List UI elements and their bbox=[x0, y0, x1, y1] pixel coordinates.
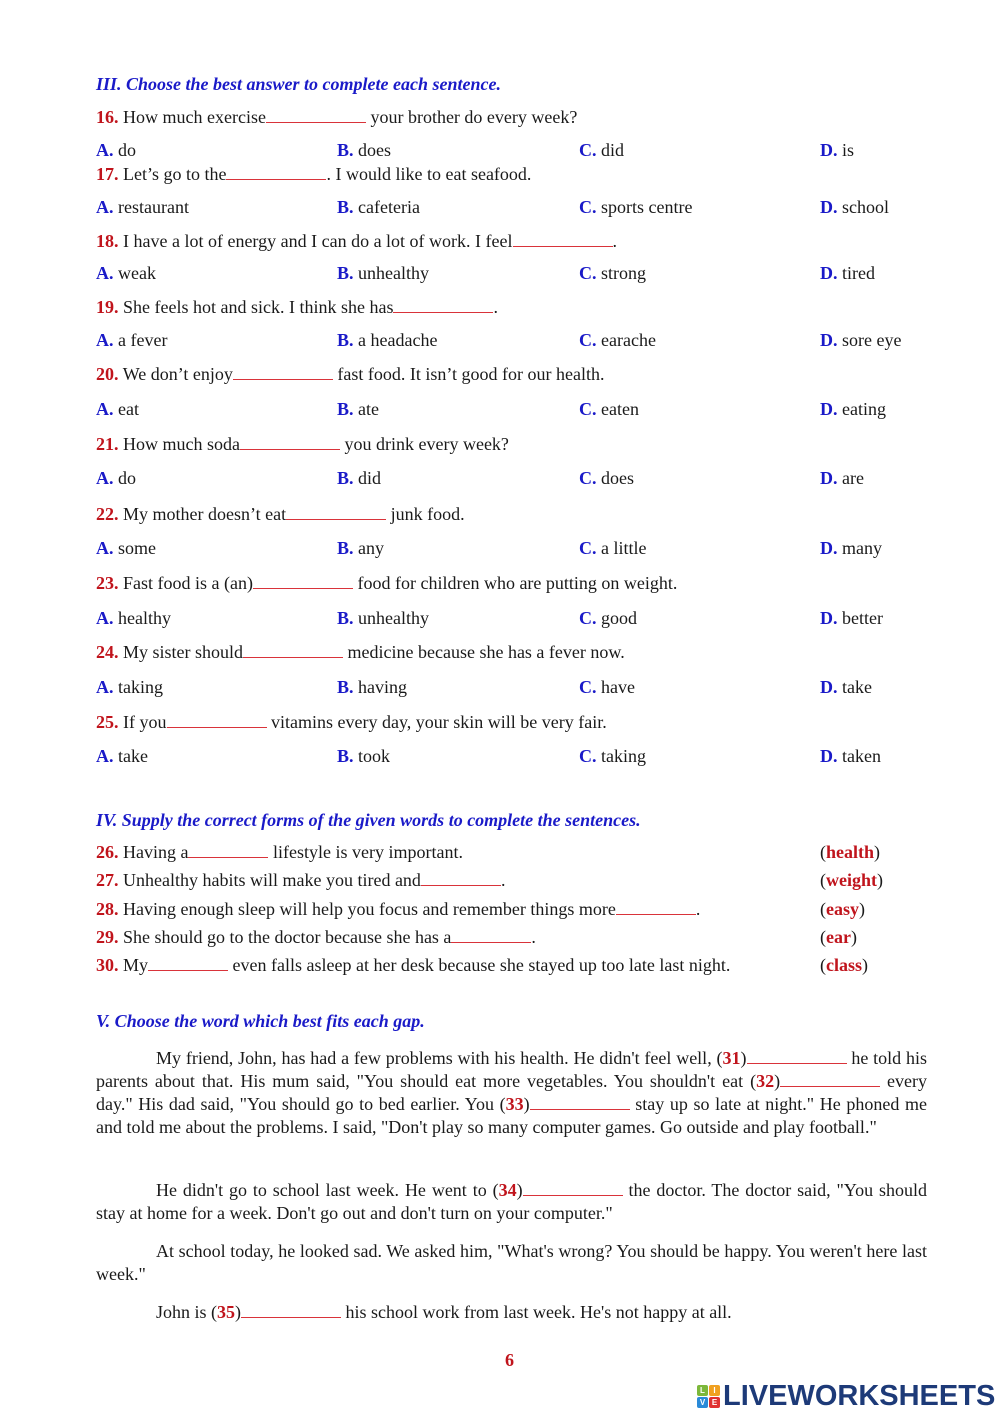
answer-blank[interactable] bbox=[253, 574, 353, 589]
option-text: a headache bbox=[358, 330, 438, 350]
answer-option[interactable] bbox=[96, 399, 139, 420]
option-letter: C. bbox=[579, 746, 597, 766]
question-number: 18. bbox=[96, 231, 119, 251]
option-letter: B. bbox=[337, 263, 354, 283]
gap-number: 31 bbox=[722, 1048, 741, 1068]
question-stem bbox=[96, 434, 509, 455]
option-letter: C. bbox=[579, 538, 597, 558]
option-letter: A. bbox=[96, 468, 114, 488]
option-letter: B. bbox=[337, 140, 354, 160]
answer-option[interactable] bbox=[579, 746, 646, 767]
option-letter: C. bbox=[579, 330, 597, 350]
option-text: eating bbox=[842, 399, 886, 419]
passage-paragraph bbox=[96, 1047, 927, 1139]
question-text-after: medicine because she has a fever now. bbox=[343, 642, 625, 662]
question-number: 28. bbox=[96, 899, 119, 919]
question-text-after: . bbox=[695, 899, 701, 919]
logo-text: LIVEWORKSHEETS bbox=[723, 1380, 996, 1412]
question-text-after: . bbox=[531, 927, 536, 947]
answer-blank[interactable] bbox=[167, 713, 267, 728]
question-text-before: We don’t enjoy bbox=[122, 364, 233, 384]
option-text: taking bbox=[601, 746, 646, 766]
gap: (32) bbox=[750, 1071, 880, 1091]
answer-blank[interactable] bbox=[451, 928, 531, 943]
question-stem bbox=[96, 642, 625, 663]
gap-blank[interactable] bbox=[780, 1072, 880, 1087]
section-3-heading: III. Choose the best answer to complete each sentence. bbox=[96, 74, 501, 94]
option-letter: D. bbox=[820, 608, 838, 628]
option-text: does bbox=[358, 140, 392, 160]
question-stem bbox=[96, 504, 465, 525]
question-number: 16. bbox=[96, 107, 119, 127]
option-text: did bbox=[358, 468, 382, 488]
question-number: 20. bbox=[96, 364, 119, 384]
option-text: does bbox=[601, 468, 634, 488]
logo-letter: E bbox=[709, 1397, 720, 1408]
passage-text: he told his parents about that. His mum said, "You should eat more vegetables. You shouldn't eat bbox=[96, 1048, 927, 1091]
option-letter: C. bbox=[579, 608, 597, 628]
question-text-before: My sister should bbox=[123, 642, 244, 662]
option-letter: A. bbox=[96, 330, 114, 350]
option-text: eat bbox=[118, 399, 139, 419]
question-number: 30. bbox=[96, 955, 119, 975]
given-word: (class) bbox=[820, 955, 868, 975]
answer-option[interactable] bbox=[820, 197, 889, 218]
option-letter: C. bbox=[579, 468, 597, 488]
gap: (31) bbox=[717, 1048, 847, 1068]
question-text-before: My bbox=[123, 955, 149, 975]
option-letter: C. bbox=[579, 197, 597, 217]
option-text: some bbox=[118, 538, 156, 558]
option-text: taken bbox=[842, 746, 881, 766]
option-text: school bbox=[842, 197, 889, 217]
question-text-before: Unhealthy habits will make you tired and bbox=[123, 870, 421, 890]
option-text: have bbox=[601, 677, 635, 697]
passage-paragraph bbox=[96, 1179, 927, 1225]
option-letter: B. bbox=[337, 608, 354, 628]
option-text: sports centre bbox=[601, 197, 693, 217]
option-letter: C. bbox=[579, 677, 597, 697]
question-number: 17. bbox=[96, 164, 119, 184]
option-text: cafeteria bbox=[358, 197, 420, 217]
word-form-item bbox=[96, 927, 536, 948]
question-stem bbox=[96, 712, 607, 733]
question-text-after: fast food. It isn’t good for our health. bbox=[332, 364, 605, 384]
option-text: a little bbox=[601, 538, 647, 558]
question-text-before: Having a bbox=[123, 842, 189, 862]
question-text-after: you drink every week? bbox=[339, 434, 509, 454]
question-text-before: How much exercise bbox=[123, 107, 266, 127]
question-text-after: . bbox=[500, 870, 506, 890]
answer-option[interactable] bbox=[96, 538, 156, 559]
answer-blank[interactable] bbox=[513, 232, 613, 247]
answer-option[interactable] bbox=[820, 677, 872, 698]
option-text: having bbox=[358, 677, 408, 697]
question-number: 27. bbox=[96, 870, 119, 890]
question-text-before: Fast food is a (an) bbox=[123, 573, 253, 593]
question-stem bbox=[96, 164, 531, 185]
option-letter: C. bbox=[579, 140, 597, 160]
question-text-after: . bbox=[612, 231, 618, 251]
answer-option[interactable] bbox=[820, 608, 883, 629]
answer-option[interactable] bbox=[337, 330, 437, 351]
given-word-text: ear bbox=[826, 927, 851, 947]
question-text-after: food for children who are putting on weight. bbox=[352, 573, 678, 593]
option-letter: A. bbox=[96, 197, 114, 217]
answer-option[interactable] bbox=[820, 538, 882, 559]
option-letter: A. bbox=[96, 263, 114, 283]
answer-option[interactable] bbox=[579, 608, 637, 629]
passage-text: My friend, John, has had a few problems with his health. He didn't feel well, bbox=[156, 1048, 717, 1068]
question-text-before: If you bbox=[123, 712, 167, 732]
option-letter: B. bbox=[337, 677, 354, 697]
option-text: taking bbox=[118, 677, 163, 697]
question-stem bbox=[96, 573, 677, 594]
answer-option[interactable] bbox=[820, 140, 854, 161]
question-number: 26. bbox=[96, 842, 119, 862]
answer-option[interactable] bbox=[96, 197, 189, 218]
question-stem bbox=[96, 364, 605, 385]
option-letter: B. bbox=[337, 330, 354, 350]
option-letter: A. bbox=[96, 746, 114, 766]
answer-option[interactable] bbox=[96, 746, 148, 767]
given-word: (easy) bbox=[820, 899, 865, 919]
option-letter: D. bbox=[820, 538, 838, 558]
answer-option[interactable] bbox=[579, 399, 639, 420]
section-5-heading: V. Choose the word which best fits each gap. bbox=[96, 1011, 425, 1031]
question-number: 29. bbox=[96, 927, 119, 947]
answer-option[interactable] bbox=[337, 263, 429, 284]
answer-option[interactable] bbox=[337, 538, 384, 559]
answer-option[interactable] bbox=[337, 140, 391, 161]
answer-option[interactable] bbox=[579, 468, 634, 489]
answer-blank[interactable] bbox=[286, 505, 386, 520]
question-number: 19. bbox=[96, 297, 119, 317]
answer-blank[interactable] bbox=[188, 843, 268, 858]
question-number: 23. bbox=[96, 573, 119, 593]
option-letter: A. bbox=[96, 399, 114, 419]
gap-number: 35 bbox=[217, 1302, 236, 1322]
answer-option[interactable] bbox=[96, 140, 136, 161]
logo-letter: I bbox=[709, 1385, 720, 1396]
answer-option[interactable] bbox=[337, 746, 390, 767]
question-text-before: She should go to the doctor because she has a bbox=[123, 927, 452, 947]
gap-blank[interactable] bbox=[523, 1181, 623, 1196]
option-letter: D. bbox=[820, 677, 838, 697]
passage-text: his school work from last week. He's not happy at all. bbox=[341, 1302, 732, 1322]
question-text-before: How much soda bbox=[123, 434, 240, 454]
section-4-heading: IV. Supply the correct forms of the given words to complete the sentences. bbox=[96, 810, 641, 830]
question-text-before: My mother doesn’t eat bbox=[123, 504, 287, 524]
answer-option[interactable] bbox=[337, 608, 429, 629]
option-text: earache bbox=[601, 330, 656, 350]
page-number: 6 bbox=[505, 1350, 514, 1370]
passage-text: every day." His dad said, "You should go to bed earlier. You bbox=[96, 1071, 927, 1114]
option-text: do bbox=[118, 140, 136, 160]
word-form-item bbox=[96, 899, 700, 920]
option-text: take bbox=[842, 677, 872, 697]
gap-blank[interactable] bbox=[747, 1049, 847, 1064]
question-text-after: . I would like to eat seafood. bbox=[326, 164, 532, 184]
question-text-after: lifestyle is very important. bbox=[268, 842, 463, 862]
option-letter: D. bbox=[820, 263, 838, 283]
answer-option[interactable] bbox=[96, 263, 156, 284]
answer-blank[interactable] bbox=[240, 435, 340, 450]
word-form-item bbox=[96, 842, 463, 863]
option-text: eaten bbox=[601, 399, 639, 419]
given-word: (weight) bbox=[820, 870, 883, 890]
option-letter: D. bbox=[820, 399, 838, 419]
answer-option[interactable] bbox=[96, 677, 163, 698]
question-text-before: I have a lot of energy and I can do a lot of work. I feel bbox=[123, 231, 513, 251]
option-text: did bbox=[601, 140, 625, 160]
passage-text: stay up so late at night." He phoned me and told me about the problems. I said, "Don't play so many computer games. Go outside and play football." bbox=[96, 1094, 927, 1137]
option-letter: B. bbox=[337, 468, 354, 488]
option-text: good bbox=[601, 608, 637, 628]
gap-number: 33 bbox=[505, 1094, 524, 1114]
option-text: any bbox=[358, 538, 385, 558]
option-letter: C. bbox=[579, 263, 597, 283]
answer-option[interactable] bbox=[579, 538, 646, 559]
question-text-after: vitamins every day, your skin will be very fair. bbox=[266, 712, 607, 732]
passage-text: the doctor. The doctor said, "You should stay at home for a week. Don't go out and don't turn on your computer." bbox=[96, 1180, 927, 1223]
option-letter: D. bbox=[820, 197, 838, 217]
answer-blank[interactable] bbox=[243, 643, 343, 658]
question-text-after: junk food. bbox=[386, 504, 465, 524]
option-text: took bbox=[358, 746, 391, 766]
option-letter: B. bbox=[337, 197, 354, 217]
word-form-item bbox=[96, 955, 730, 976]
answer-option[interactable] bbox=[337, 197, 420, 218]
given-word-text: weight bbox=[826, 870, 877, 890]
answer-blank[interactable] bbox=[226, 165, 326, 180]
answer-option[interactable] bbox=[820, 468, 864, 489]
option-letter: C. bbox=[579, 399, 597, 419]
given-word: (ear) bbox=[820, 927, 857, 947]
question-stem bbox=[96, 107, 577, 128]
option-letter: B. bbox=[337, 746, 354, 766]
answer-option[interactable] bbox=[337, 468, 381, 489]
option-letter: B. bbox=[337, 399, 354, 419]
option-text: weak bbox=[118, 263, 156, 283]
option-text: healthy bbox=[118, 608, 171, 628]
answer-option[interactable] bbox=[820, 263, 875, 284]
answer-option[interactable] bbox=[579, 330, 656, 351]
given-word: (health) bbox=[820, 842, 881, 862]
answer-option[interactable] bbox=[579, 677, 635, 698]
answer-option[interactable] bbox=[337, 677, 407, 698]
question-text-before: Let’s go to the bbox=[123, 164, 227, 184]
option-text: better bbox=[842, 608, 883, 628]
answer-blank[interactable] bbox=[393, 298, 493, 313]
passage-paragraph bbox=[96, 1301, 927, 1324]
answer-option[interactable] bbox=[820, 746, 881, 767]
question-number: 25. bbox=[96, 712, 119, 732]
logo-letter: V bbox=[697, 1397, 708, 1408]
gap-blank[interactable] bbox=[530, 1095, 630, 1110]
option-text: is bbox=[842, 140, 855, 160]
question-text-after: your brother do every week? bbox=[365, 107, 578, 127]
option-letter: A. bbox=[96, 608, 114, 628]
gap-blank[interactable] bbox=[241, 1303, 341, 1318]
question-text-before: She feels hot and sick. I think she has bbox=[123, 297, 394, 317]
word-form-item bbox=[96, 870, 505, 891]
question-text-before: Having enough sleep will help you focus and remember things more bbox=[123, 899, 616, 919]
given-word-text: class bbox=[826, 955, 862, 975]
passage-text: At school today, he looked sad. We asked him, "What's wrong? You should be happy. You weren't here last week." bbox=[96, 1241, 927, 1284]
given-word-text: health bbox=[826, 842, 875, 862]
answer-blank[interactable] bbox=[233, 365, 333, 380]
question-number: 21. bbox=[96, 434, 119, 454]
question-number: 22. bbox=[96, 504, 119, 524]
option-text: sore eye bbox=[842, 330, 902, 350]
answer-option[interactable] bbox=[96, 468, 136, 489]
gap-number: 32 bbox=[756, 1071, 775, 1091]
gap-number: 34 bbox=[498, 1180, 517, 1200]
option-letter: D. bbox=[820, 746, 838, 766]
option-letter: A. bbox=[96, 140, 114, 160]
question-stem bbox=[96, 231, 617, 252]
logo-letter: L bbox=[697, 1385, 708, 1396]
option-text: unhealthy bbox=[358, 608, 429, 628]
liveworksheets-logo bbox=[697, 1380, 995, 1413]
option-text: do bbox=[118, 468, 136, 488]
answer-option[interactable] bbox=[579, 197, 692, 218]
option-letter: D. bbox=[820, 468, 838, 488]
answer-blank[interactable] bbox=[148, 956, 228, 971]
option-letter: A. bbox=[96, 677, 114, 697]
answer-blank[interactable] bbox=[421, 871, 501, 886]
answer-option[interactable] bbox=[820, 330, 901, 351]
passage-text: He didn't go to school last week. He went to bbox=[156, 1180, 493, 1200]
answer-option[interactable] bbox=[579, 140, 624, 161]
answer-option[interactable] bbox=[337, 399, 379, 420]
logo-icon bbox=[697, 1385, 720, 1408]
option-letter: A. bbox=[96, 538, 114, 558]
passage-text: John is bbox=[156, 1302, 212, 1322]
given-word-text: easy bbox=[826, 899, 859, 919]
passage-paragraph bbox=[96, 1240, 927, 1286]
option-text: ate bbox=[358, 399, 379, 419]
option-text: are bbox=[842, 468, 864, 488]
option-text: restaurant bbox=[118, 197, 189, 217]
option-letter: B. bbox=[337, 538, 354, 558]
answer-option[interactable] bbox=[579, 263, 646, 284]
answer-blank[interactable] bbox=[616, 900, 696, 915]
answer-option[interactable] bbox=[96, 330, 167, 351]
option-text: many bbox=[842, 538, 882, 558]
option-text: unhealthy bbox=[358, 263, 429, 283]
question-text-after: . bbox=[493, 297, 498, 317]
gap: (33) bbox=[500, 1094, 630, 1114]
gap: (34) bbox=[493, 1180, 623, 1200]
answer-option[interactable] bbox=[96, 608, 171, 629]
option-text: tired bbox=[842, 263, 875, 283]
question-stem bbox=[96, 297, 498, 318]
option-text: a fever bbox=[118, 330, 168, 350]
answer-blank[interactable] bbox=[266, 108, 366, 123]
question-number: 24. bbox=[96, 642, 119, 662]
gap: (35) bbox=[211, 1302, 341, 1322]
option-letter: D. bbox=[820, 140, 838, 160]
option-text: strong bbox=[601, 263, 646, 283]
answer-option[interactable] bbox=[820, 399, 886, 420]
question-text-after: even falls asleep at her desk because she stayed up too late last night. bbox=[228, 955, 731, 975]
option-text: take bbox=[118, 746, 148, 766]
option-letter: D. bbox=[820, 330, 838, 350]
